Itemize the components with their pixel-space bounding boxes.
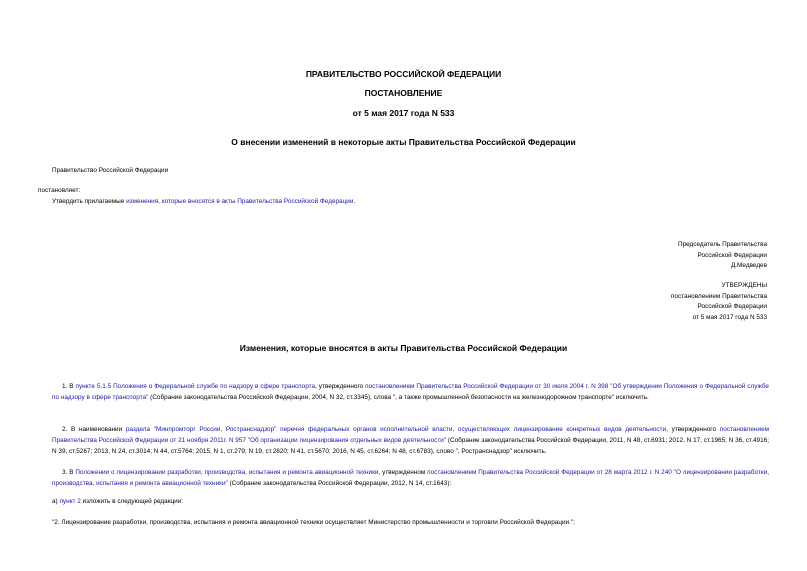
changes-title: Изменения, которые вносятся в акты Правительства Российской Федерации	[239, 343, 568, 353]
doc-title: О внесении изменений в некоторые акты Правительства Российской Федерации	[231, 137, 576, 147]
doc-type-heading: ПОСТАНОВЛЕНИЕ	[364, 88, 443, 98]
item-1-text2: , утвержденного	[315, 383, 366, 390]
item-1-link-clause[interactable]: пункте 5.1.5 Положения о Федеральной службе по надзору в сфере транспорта	[75, 383, 316, 390]
approve-prefix: Утвердить прилагаемые	[52, 198, 127, 205]
item-3-text2: , утвержденном	[378, 469, 428, 476]
signature-block	[678, 240, 767, 272]
item-3a	[52, 498, 183, 507]
item-3-text: 3. В	[62, 469, 76, 476]
approval-country: Российской Федерации	[697, 303, 767, 310]
government-heading: ПРАВИТЕЛЬСТВО РОССИЙСКОЙ ФЕДЕРАЦИИ	[305, 69, 502, 79]
approval-date: от 5 мая 2017 года N 533	[692, 313, 767, 321]
item-3-text3: (Собрание законодательства Российской Федерации, 2012, N 14, ст.1643):	[227, 480, 452, 487]
approve-link[interactable]: изменения, которые вносятся в акты Правительства Российской Федерации	[126, 198, 354, 205]
item-1-text3: (Собрание законодательства Российской Федерации, 2004, N 32, ст.3345), слова ", а также промышленной безопасности на железнодорожном транспорте" исключить.	[148, 394, 649, 401]
quoted-clause: "2. Лицензирование разработки, производства, испытания и ремонта авиационной техники осуществляет Министерство промышленности и торговли Российской Федерации.";	[52, 519, 575, 526]
approval-block	[671, 281, 767, 323]
signature-title: Председатель Правительства	[678, 241, 767, 248]
approve-suffix: .	[353, 198, 356, 205]
item-2-text3: (Собрание законодательства Российской Федерации, 2011, N 48, ст.6931; 2012, N 17, ст.1965; N 36, ст.4916; N 39, ст.5267; 2013, N 24, ст.3014; N 44, ст.5764; 2015, N 1, ст.279; N 19, ст.2820; N 41, ст.5670; 2016, N 45, ст.6264; N 48, ст.6783), слово ", Ространснадзор" исключить.	[52, 437, 769, 455]
item-2	[52, 424, 769, 457]
signature-country: Российской Федерации	[697, 251, 767, 259]
item-2-text: 2. В наименовании	[62, 426, 126, 433]
item-2-link-decree[interactable]: постановлением Правительства Российской Федерации от 21 ноября 2011г. N 957 "Об организации лицензирования отдельных видов деятельности"	[52, 426, 770, 444]
item-2-text2: , утвержденного	[666, 426, 720, 433]
item-3	[52, 467, 769, 489]
approval-status: УТВЕРЖДЕНЫ	[721, 282, 767, 289]
item-3a-link-clause[interactable]: пункт 2	[59, 498, 81, 505]
item-3-link-decree[interactable]: постановлением Правительства Российской Федерации от 28 марта 2012 г. N 240 "О лицензировании разработки, производства, испытания и ремонта авиационной техники"	[52, 469, 769, 487]
signature-name: Д.Медведев	[730, 262, 767, 269]
item-1	[52, 381, 769, 403]
item-3a-text2: изложить в следующей редакции:	[80, 498, 184, 505]
preamble-resolves: постановляет:	[38, 187, 81, 194]
preamble-approve	[52, 198, 355, 207]
item-3a-text: а)	[52, 498, 60, 505]
item-2-link-section[interactable]: раздела "Минпромторг России, Ространснадзор" перечня федеральных органов исполнительной власти, осуществляющих лицензирование конкретных видов деятельности	[125, 426, 667, 433]
approval-by: постановлением Правительства	[671, 292, 767, 300]
preamble-government: Правительство Российской Федерации	[52, 167, 169, 174]
doc-date-number: от 5 мая 2017 года N 533	[352, 108, 455, 118]
item-1-text: 1. В	[62, 383, 76, 390]
item-1-link-decree[interactable]: постановлением Правительства Российской Федерации от 30 июля 2004 г. N 398 "Об утверждении Положения о Федеральной службе по надзору в сфере транспорта"	[52, 383, 769, 401]
item-3-link-regulation[interactable]: Положении о лицензировании разработки, производства, испытания и ремонта авиационной техники	[75, 469, 379, 476]
